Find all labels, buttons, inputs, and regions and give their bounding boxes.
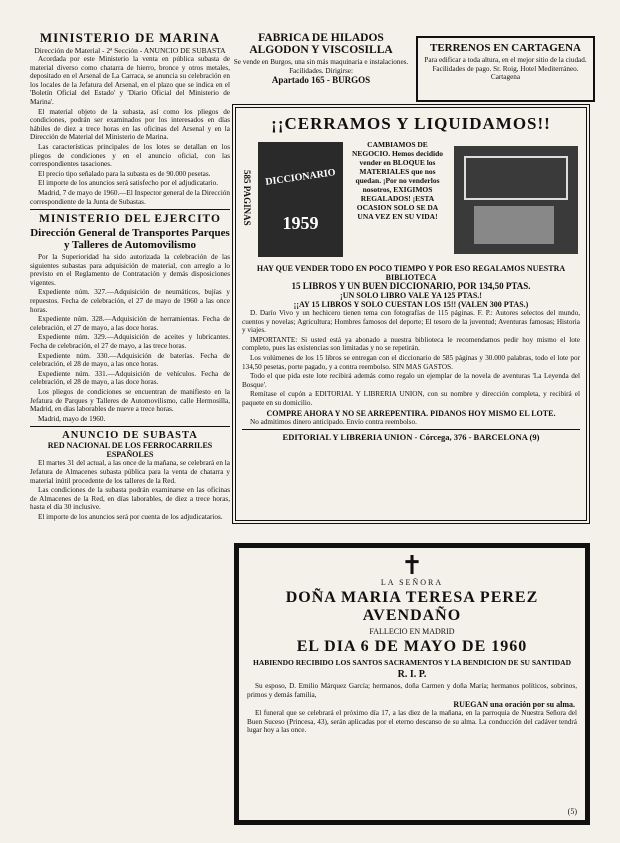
ejercito-paragraph: Expediente núm. 328.—Adquisición de herramientas. Fecha de celebración, el 27 de mayo, a las doce horas. <box>30 315 230 332</box>
ejercito-paragraph: Expediente núm. 329.—Adquisición de aceites y lubricantes. Fecha de celebración, el 27 de mayo, a las trece horas. <box>30 333 230 351</box>
promo-body: No admitimos dinero anticipado. Envío contra reembolso. <box>250 417 417 426</box>
cross-icon: ✝ <box>401 551 423 580</box>
renfe-paragraph: Las condiciones de la subasta podrán examinarse en las oficinas de Almacenes de la Red, en días laborables, de diez a trece horas, hasta el día 30 inclusive. <box>30 486 230 512</box>
terrenos-ad <box>416 36 595 102</box>
fabrica-address: Apartado 165 - BURGOS <box>271 75 371 86</box>
promo-body-caps: COMPRE AHORA Y NO SE ARREPENTIRA. PIDANOS HOY MISMO EL LOTE. <box>266 408 556 418</box>
promo-title: ¡¡CERRAMOS Y LIQUIDAMOS!! <box>271 114 551 133</box>
promo-offer-1: 15 LIBROS Y UN BUEN DICCIONARIO, POR 134,50 PTAS. <box>291 281 531 291</box>
divider <box>30 426 230 427</box>
obit-date: EL DIA 6 DE MAYO DE 1960 <box>296 638 528 655</box>
obit-rip: R. I. P. <box>397 669 427 680</box>
marina-paragraph: Las características principales de los lotes se detallan en los pliegos de condiciones y en el anuncio oficial, con las correspondientes tasaciones. <box>30 142 230 169</box>
ejercito-paragraph: Expediente núm. 330.—Adquisición de baterías. Fecha de celebración, el 28 de mayo, a las once horas. <box>30 351 230 369</box>
renfe-paragraph: El martes 31 del actual, a las once de la mañana, se celebrará en la Jefatura de Almacenes subasta pública para la venta de chatarra y material inútil procedente de los talleres de la Red. <box>30 459 230 485</box>
divider <box>30 209 230 210</box>
subasta-title: ANUNCIO DE SUBASTA <box>62 430 198 442</box>
obit-ruegan: RUEGAN una oración por su alma. <box>453 700 575 710</box>
ejercito-paragraph: Expediente núm. 327.—Adquisición de neumáticos, bujías y repuestos. Fecha de celebración, el 27 de mayo de 1960 a las once horas. <box>30 288 230 314</box>
fabrica-ad <box>232 30 410 102</box>
marina-paragraph: El precio tipo señalado para la subasta es de 90.000 pesetas. <box>38 169 211 178</box>
books-fan-shape <box>464 156 568 200</box>
left-column <box>30 30 230 825</box>
promo-middle-text: CAMBIAMOS DE NEGOCIO. Hemos decidido vender en BLOQUE los MATERIALES que nos quedan. ¡Por no venderlos nosotros, EXIGIMOS REGALADOS! ¡ESTA OCASION SOLO SE DA UNA VEZ EN SU VIDA! <box>351 140 444 221</box>
ministry-ejercito-title: MINISTERIO DEL EJERCITO <box>39 213 221 226</box>
promo-body: D. Darío Vivo y un hechicero tienen tema con fotografías de 115 páginas. F. P.: Autores selectos del mundo, cuentos y novelas; Agricultura; Hombres famosos del deporte; El tesoro de la juventud; Aventuras famosas; Historia y viajes. <box>242 309 580 335</box>
renfe-paragraph: El importe de los anuncios será por cuenta de los adjudicatarios. <box>38 512 223 521</box>
books-stack-image <box>454 146 578 254</box>
book-year: 1959 <box>282 213 319 233</box>
book-label: DICCIONARIO <box>264 167 337 188</box>
renfe-subtitle: RED NACIONAL DE LOS FERROCARRILES ESPAÑOLES <box>47 441 213 460</box>
marina-paragraph: El importe de los anuncios será satisfecho por el adjudicatario. <box>38 179 219 188</box>
obit-funeral: El funeral que se celebrará el próximo día 17, a las diez de la mañana, en la parroquia de Nuestra Señora del Buen Suceso (Princesa, 43), serán aplicadas por el eterno descanso de su alma. La conducción del cadáver tendrá lugar hoy a las once. <box>247 709 577 735</box>
obit-number: (5) <box>567 807 577 816</box>
promo-body: Todo el que pida este lote recibirá además como regalo un ejemplar de la novela de aventuras 'La Leyenda del Bosque'. <box>242 372 580 389</box>
dictionary-book-image <box>258 142 343 257</box>
obit-died: FALLECIO EN MADRID <box>369 627 455 636</box>
ejercito-paragraph: Madrid, mayo de 1960. <box>38 414 106 423</box>
promo-headline: HAY QUE VENDER TODO EN POCO TIEMPO Y POR ESO REGALAMOS NUESTRA BIBLIOTECA <box>256 264 566 282</box>
promo-body: IMPORTANTE: Si usted está ya abonado a nuestra biblioteca le recomendamos pedir hoy mismo el lote completo, pues las existencias son limitadas y no se repetirán. <box>242 335 580 353</box>
obit-sacraments: HABIENDO RECIBIDO LOS SANTOS SACRAMENTOS Y LA BENDICION DE SU SANTIDAD <box>253 658 571 667</box>
promo-footer: EDITORIAL Y LIBRERIA UNION - Córcega, 376 - BARCELONA (9) <box>282 432 540 443</box>
obit-label: LA SEÑORA <box>380 578 444 587</box>
marina-paragraph: Acordada por este Ministerio la venta en pública subasta de material diverso como chatarra de hierro, bronce y otros metales, depositado en el Arsenal de La Carraca, se anuncia su celebración en los locales de la Jefatura del Arsenal, en el plazo que se indica en el 'Boletín Oficial del Estado' y 'Diario Oficial del Ministerio de Marina'. <box>30 55 230 106</box>
ejercito-paragraph: Expediente núm. 331.—Adquisición de vehículos. Fecha de celebración, el 28 de mayo, a las doce horas. <box>30 369 230 387</box>
ejercito-subtitle: Dirección General de Transportes Parques y Talleres de Automovilismo <box>30 227 230 252</box>
ministry-marina-title: MINISTERIO DE MARINA <box>39 30 221 45</box>
promo-offer-2: ¡UN SOLO LIBRO VALE YA 125 PTAS.! <box>340 291 482 300</box>
obituary <box>234 543 590 825</box>
promo-offer-3: ¡¡AY 15 LIBROS Y SOLO CUESTAN LOS 15!! (VALEN 300 PTAS.) <box>293 300 529 309</box>
terrenos-text: Para edificar a toda altura, en el mejor sitio de la ciudad. Facilidades de pago. Sr. Roig, Hotel Mediterráneo. Cartagena <box>424 56 587 82</box>
obit-family: Su esposo, D. Emilio Márquez García; hermanos, doña Carmen y doña María; hermanos políticos, sobrinos, primos y demás familia, <box>247 682 577 699</box>
promo-body: Los volúmenes de los 15 libros se entregan con el diccionario de 585 páginas y 30.000 palabras, todo el lote por 134,50 pesetas, porte pagado, y a contra reembolso. SIN MAS GASTOS. <box>242 353 580 371</box>
fabrica-text: Se vende en Burgos, una sin más maquinaria e instalaciones. Facilidades. Dirigirse: <box>233 58 409 75</box>
obit-name: DOÑA MARIA TERESA PEREZ AVENDAÑO <box>285 589 539 624</box>
promo-body: Remítase el cupón a EDITORIAL Y LIBRERIA UNION, con su nombre y dirección completa, y recibirá el paquete en su domicilio. <box>242 390 580 407</box>
terrenos-title: TERRENOS EN CARTAGENA <box>430 42 581 54</box>
ejercito-paragraph: Por la Superioridad ha sido autorizada la celebración de las siguientes subastas para adquisición de material, con arreglo a lo previsto en el Reglamento de Contratación y demás disposiciones vigentes. <box>30 253 230 287</box>
marina-subtitle: Dirección de Material - 2ª Sección - ANUNCIO DE SUBASTA <box>34 46 226 55</box>
ejercito-paragraph: Los pliegos de condiciones se encuentran de manifiesto en la Jefatura de Parques y Talleres de Automovilismo, calle Hermosilla, Madrid, en días laborables de nueve a trece horas. <box>30 388 230 414</box>
marina-paragraph: El material objeto de la subasta, así como los pliegos de condiciones, podrán ser examinados por los interesados en días hábiles de diez a trece horas en las oficinas del Arsenal y en la Dirección de Material del Ministerio de Marina. <box>30 107 230 142</box>
divider <box>242 429 580 430</box>
marina-paragraph: Madrid, 7 de mayo de 1960.—El Inspector general de la Dirección correspondiente de la Junta de Subastas. <box>30 188 230 206</box>
book-side-text: 585 PAGINAS <box>242 170 252 226</box>
books-box-shape <box>474 206 554 244</box>
promo-ad <box>232 104 590 524</box>
fabrica-title: FABRICA DE HILADOS ALGODON Y VISCOSILLA <box>249 32 393 56</box>
promo-illustration <box>236 134 586 264</box>
